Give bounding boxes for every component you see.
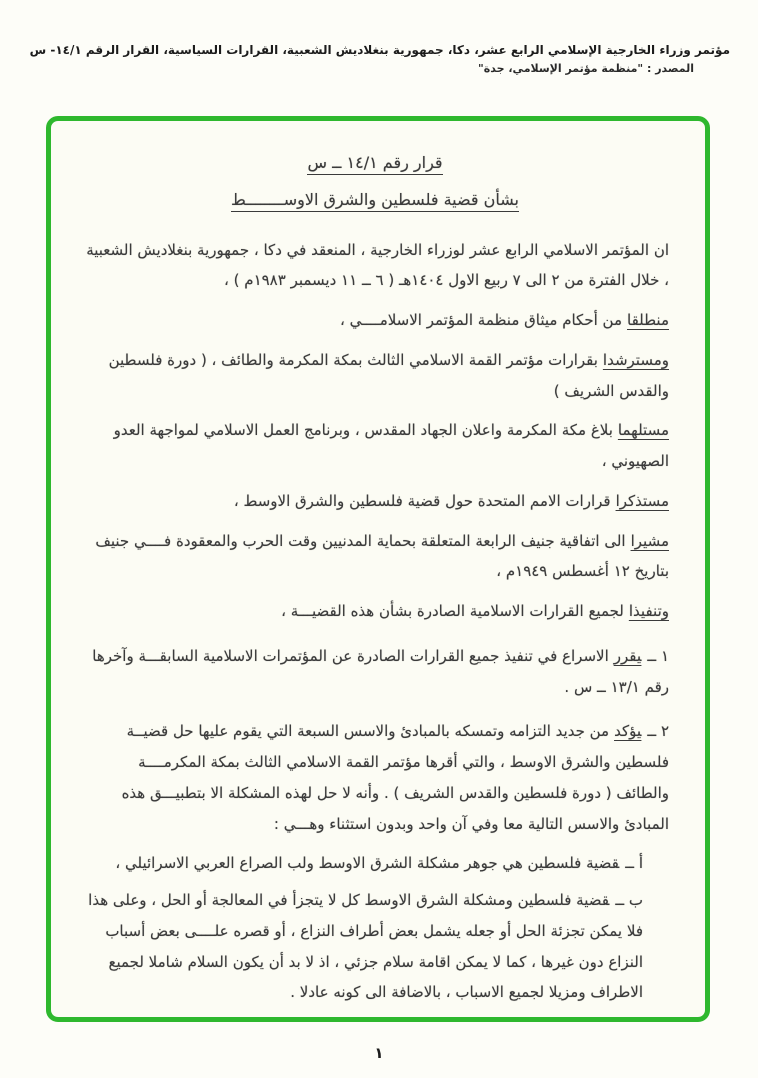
paragraph-text: قرارات الامم المتحدة حول قضية فلسطين والشرق الاوسط ،: [233, 491, 611, 510]
paragraph-text: قضية فلسطين هي جوهر مشكلة الشرق الاوسط ولب الصراع العربي الاسرائيلي ،: [115, 854, 620, 873]
paragraph-text: من جديد التزامه وتمسكه بالمبادئ والاسس السبعة التي يقوم عليها حل قضيــة فلسطين والشرق الاوسط ، والتي أقرها مؤتمر القمة الاسلامي الثالث بمكة المكرمــــة والطائف ( دورة فلسطين والقدس الشريف ) . وأنه لا حل لهذه المشكلة الا بتطبيـــق هذه المبادئ والاسس التالية معا وفي آن واحد وبدون استثناء وهـــي :: [121, 722, 669, 833]
item-number: ١ ــ: [647, 646, 669, 665]
header-source: المصدر : "منظمة مؤتمر الإسلامي، جدة": [478, 62, 694, 76]
paragraph-text: الاسراع في تنفيذ جميع القرارات الصادرة عن المؤتمرات الاسلامية السابقـــة وآخرها رقم ١٣/١ ــ س .: [92, 646, 669, 696]
document-paragraph: [81, 885, 669, 1008]
paragraph-text: بلاغ مكة المكرمة واعلان الجهاد المقدس ، وبرنامج العمل الاسلامي لمواجهة العدو الصهيوني ،: [113, 421, 669, 471]
document-paragraph: [81, 305, 669, 336]
paragraph-lead-word: يقرر: [613, 646, 642, 665]
paragraph-text: من أحكام ميثاق منظمة المؤتمر الاسلامــــي ،: [340, 311, 622, 330]
paragraph-text: ان المؤتمر الاسلامي الرابع عشر لوزراء الخارجية ، المنعقد في دكا ، جمهورية بنغلاديش الشعبية ، خلال الفترة من ٢ الى ٧ ربيع الاول ١٤٠٤هـ ( ٦ ــ ١١ ديسمبر ١٩٨٣م ) ،: [86, 240, 669, 290]
paragraph-lead-word: منطلقا: [627, 311, 669, 330]
resolution-title: قرار رقم ١٤/١ ــ س: [81, 147, 669, 180]
document-paragraph: [81, 526, 669, 588]
paragraph-lead-word: مستذكرا: [615, 491, 669, 510]
paragraph-lead-word: يؤكد: [614, 722, 642, 741]
document-paragraph: [81, 716, 669, 839]
paragraph-lead-word: مشيرا: [630, 531, 669, 550]
paragraph-text: قضية فلسطين ومشكلة الشرق الاوسط كل لا يتجزأ في المعالجة أو الحل ، وعلى هذا فلا يمكن تجزئة الحل أو جعله يشمل بعض أطراف النزاع ، أو قصره علــــى بعض أسباب النزاع دون غيرها ، كما لا يمكن اقامة سلام جزئي ، اذ لا بد أن يكون السلام شاملا لجميع الاطراف ومزيلا لجميع الاسباب ، بالاضافة الى كونه عادلا .: [88, 891, 643, 1002]
header-title: مؤتمر وزراء الخارجية الإسلامي الرابع عشر، دكا، جمهورية بنغلاديش الشعبية، القرارات السياسية، القرار الرقم ١٤/١- س: [29, 43, 730, 57]
paragraph-text: الى اتفاقية جنيف الرابعة المتعلقة بحماية المدنيين وقت الحرب والمعقودة فــــي جنيف بتاريخ ١٢ أغسطس ١٩٤٩م ،: [95, 531, 669, 581]
scanned-document: [51, 121, 705, 1024]
paragraph-lead-word: مستلهما: [617, 421, 669, 440]
paragraph-text: بقرارات مؤتمر القمة الاسلامي الثالث بمكة المكرمة والطائف ، ( دورة فلسطين والقدس الشريف ): [108, 350, 669, 400]
document-paragraph: [81, 345, 669, 407]
page-number: ١: [374, 1044, 384, 1062]
document-header: [0, 0, 758, 75]
document-paragraph: [81, 415, 669, 477]
paragraph-text: لجميع القرارات الاسلامية الصادرة بشأن هذه القضيـــة ،: [281, 602, 624, 621]
paragraph-lead-word: وتنفيذا: [628, 602, 669, 621]
item-number: ٢ ــ: [647, 722, 669, 741]
resolution-subtitle: بشأن قضية فلسطين والشرق الاوســــــــط: [81, 184, 669, 217]
document-paragraph: [81, 596, 669, 627]
document-paragraph: [81, 848, 669, 879]
item-number: أ ــ: [625, 854, 643, 873]
item-number: ب ــ: [615, 891, 643, 910]
document-paragraph: [81, 641, 669, 703]
green-highlight-frame: [46, 116, 710, 1022]
document-paragraph: [81, 486, 669, 517]
document-paragraph: [81, 235, 669, 297]
document-body: [81, 235, 669, 1009]
paragraph-lead-word: ومسترشدا: [602, 350, 669, 369]
